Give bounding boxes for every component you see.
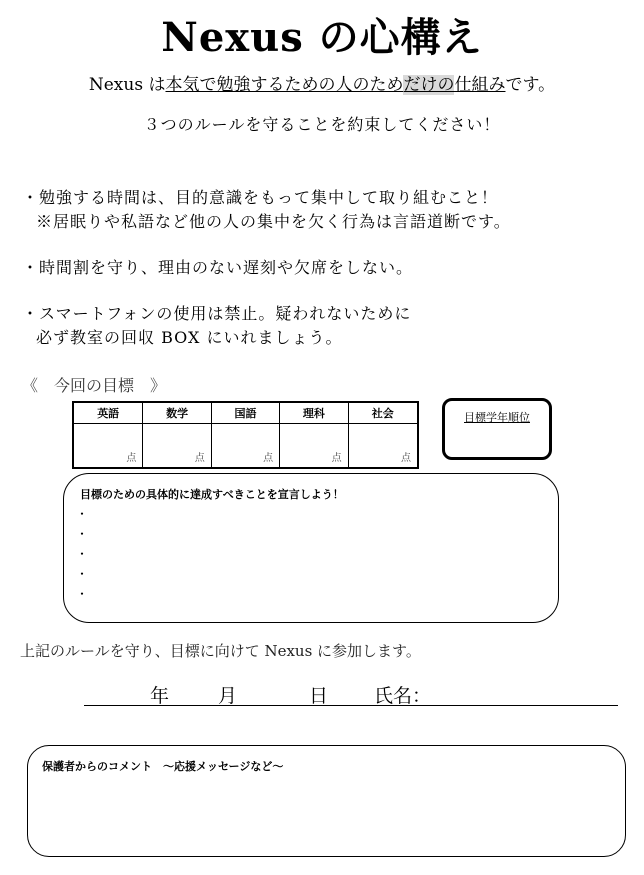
month-label: 月 [218, 685, 238, 707]
score-cell-english[interactable]: 点 [73, 424, 143, 469]
score-cell-japanese[interactable]: 点 [211, 424, 279, 469]
goal-heading: 《 今回の目標 》 [22, 376, 167, 395]
declaration-list [76, 504, 88, 604]
intro-highlighted: だけの [403, 75, 455, 95]
score-cell-math[interactable]: 点 [143, 424, 211, 469]
declaration-bullet: ・ [76, 567, 89, 581]
intro-suffix: です。 [505, 75, 556, 95]
day-label: 日 [309, 685, 329, 707]
date-name-line[interactable] [84, 681, 618, 706]
subject-header-math: 数学 [143, 402, 211, 424]
pledge-text: 上記のルールを守り、目標に向けて Nexus に参加します。 [20, 642, 421, 660]
name-label: 氏名： [374, 685, 432, 707]
year-label: 年 [150, 685, 170, 707]
rule-2 [22, 256, 413, 280]
rule-1-line-1: ・勉強する時間は、目的意識をもって集中して取り組むこと！ [22, 188, 499, 207]
rule-3-line-1: ・スマートフォンの使用は禁止。疑われないために [22, 304, 412, 323]
page-title: Nexus の心構え [161, 14, 483, 61]
declaration-bullet: ・ [76, 507, 89, 521]
subject-header-social: 社会 [348, 402, 418, 424]
score-cell-social[interactable]: 点 [348, 424, 418, 469]
rule-3-line-2: 必ず教室の回収 BOX にいれましょう。 [36, 328, 343, 347]
subject-header-english: 英語 [73, 402, 143, 424]
score-cell-science[interactable]: 点 [280, 424, 348, 469]
target-rank-label: 目標学年順位 [464, 411, 530, 424]
intro-prefix: Nexus は [88, 75, 166, 95]
rule-1 [22, 186, 511, 234]
declaration-box[interactable] [63, 473, 559, 623]
parent-comment-box[interactable] [27, 745, 626, 857]
rule-2-line-1: ・時間割を守り、理由のない遅刻や欠席をしない。 [22, 258, 414, 277]
rule-1-line-2: ※居眠りや私語など他の人の集中を欠く行為は言語道断です。 [36, 212, 511, 231]
promise-text: ３つのルールを守ることを約束してください！ [143, 115, 501, 134]
parent-comment-heading: 保護者からのコメント ～応援メッセージなど～ [42, 760, 284, 773]
target-rank-box[interactable] [442, 398, 552, 460]
declaration-bullet: ・ [76, 527, 89, 541]
subject-header-japanese: 国語 [211, 402, 279, 424]
rule-3 [22, 302, 411, 350]
declaration-bullet: ・ [76, 587, 89, 601]
declaration-bullet: ・ [76, 547, 89, 561]
intro-underlined-2: 仕組み [454, 75, 506, 95]
declaration-heading: 目標のための具体的に達成すべきことを宣言しよう！ [80, 488, 344, 501]
subject-header-science: 理科 [280, 402, 348, 424]
intro-text [0, 70, 644, 95]
intro-underlined-1: 本気で勉強するための人のため [165, 75, 404, 95]
score-table [72, 401, 419, 469]
